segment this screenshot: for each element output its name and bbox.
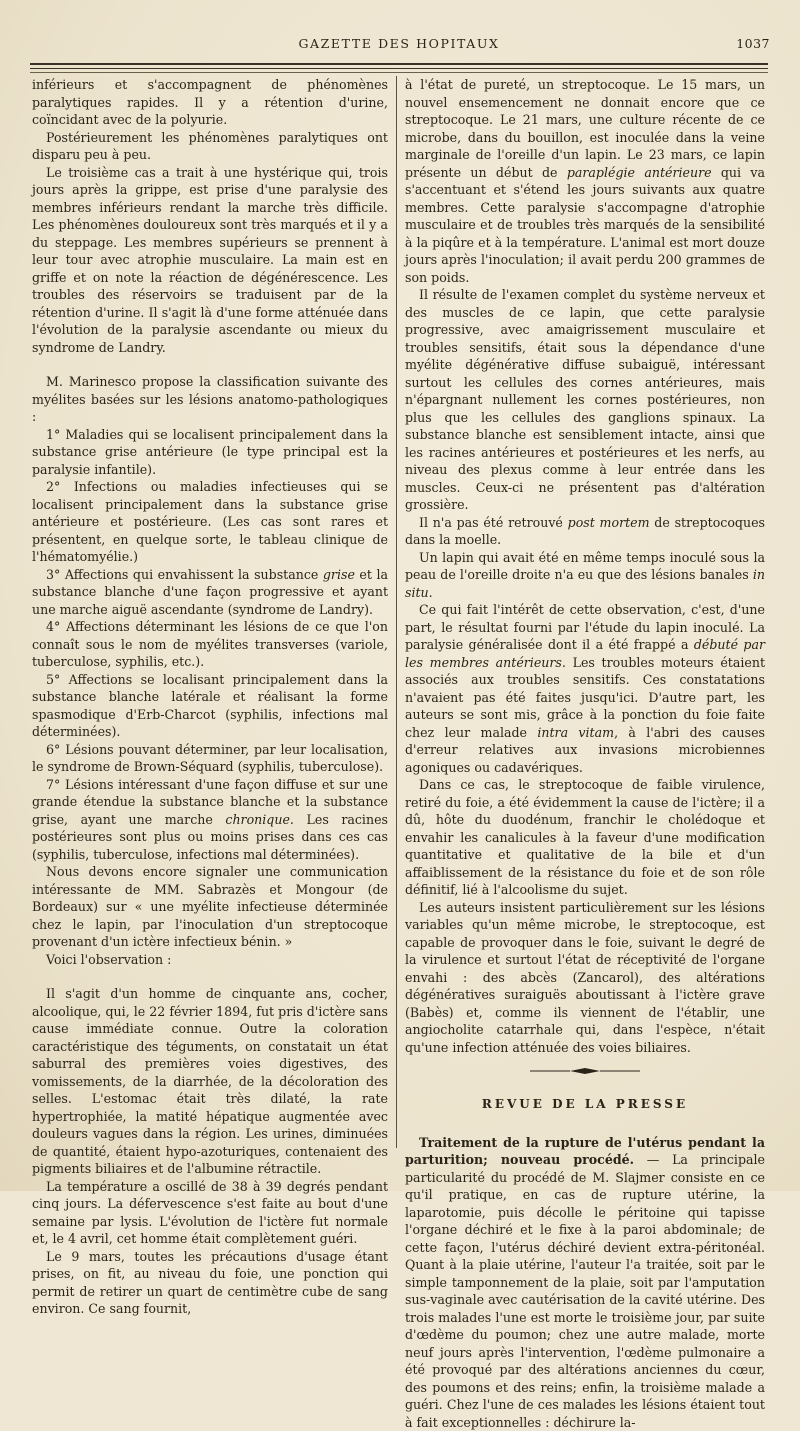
italic-text: intra vitam <box>537 725 614 740</box>
text-run: . <box>429 585 433 600</box>
paragraph: La température a oscillé de 38 à 39 degrés pendant cinq jours. La défervescence s'est faite au bout d'une semaine par lysis. L'évolution de l'ictère fut normale et, le 4 avril, cet homme était complètement guéri. <box>32 1178 388 1248</box>
list-item <box>32 566 388 619</box>
text-run: à l'état de pureté, un streptocoque. Le 15 mars, un nouvel ensemencement ne donnait encore que ce streptocoque. Le 21 mars, une culture récente de ce microbe, dans du bouillon, est inoculée dans la veine marginale de l'oreille d'un lapin. Le 23 mars, ce lapin présente un début de <box>405 77 765 180</box>
text-run: . Les troubles moteurs étaient associés aux troubles sensitifs. Ces constatations n'avaient pas été faites jusqu'ici. D'autre part, les auteurs se sont mis, grâce à la ponction du foie faite chez leur malade <box>405 655 765 740</box>
paragraph: Postérieurement les phénomènes paralytiques ont disparu peu à peu. <box>32 129 388 164</box>
italic-text: chronique <box>225 812 290 827</box>
paragraph: inférieurs et s'accompagnent de phénomènes paralytiques rapides. Il y a rétention d'urine, coïncidant avec de la polyurie. <box>32 76 388 129</box>
list-item: 1° Maladies qui se localisent principalement dans la substance grise antérieure (le type principal est la paralysie infantile). <box>32 426 388 479</box>
header-rule-thick <box>30 63 768 65</box>
italic-text: paraplégie antérieure <box>567 165 712 180</box>
header-rule-thin-lower <box>30 72 768 73</box>
list-item: 5° Affections se localisant principalement dans la substance blanche latérale et réalisant la forme spasmodique d'Erb-Charcot (syphilis, infections mal déterminées). <box>32 671 388 741</box>
text-run: Ce qui fait l'intérêt de cette observation, c'est, d'une part, le résultat fourni par l'étude du lapin inoculé. La paralysie généralisée dont il a été frappé a <box>405 602 765 652</box>
journal-title: GAZETTE DES HOPITAUX <box>28 36 770 51</box>
paragraph <box>405 549 765 602</box>
text-run: Un lapin qui avait été en même temps inoculé sous la peau de l'oreille droite n'a eu que des lésions banales <box>405 550 765 583</box>
text-run: 3° Affections qui envahissent la substance <box>46 567 323 582</box>
right-column <box>405 76 765 1431</box>
section-ornament <box>530 1066 640 1076</box>
page-number: 1037 <box>736 36 770 51</box>
text-run: — La principale particularité du procédé de M. Slajmer consiste en ce qu'il pratique, en cas de rupture utérine, la laparotomie, puis décolle le péritoine qui tapisse l'organe déchiré et le fixe à la paroi abdominale; de cette façon, l'utérus déchiré devient extra-péritonéal. Quant à la plaie utérine, l'auteur l'a traitée, soit par le simple tamponnement de la plaie, soit par l'amputation sus-vaginale avec cautérisation de la cavité utérine. Des trois malades l'une est morte le troisième jour, par suite d'œdème du poumon; chez une autre malade, morte neuf jours après l'intervention, l'œdème pulmonaire a été provoqué par des altérations anciennes du cœur, des poumons et des reins; enfin, la troisième malade a guéri. Chez l'une de ces malades les lésions étaient tout à fait exceptionnelles : déchirure la- <box>405 1152 765 1430</box>
paragraph <box>405 514 765 549</box>
italic-text: grise <box>323 567 355 582</box>
paragraph: Le troisième cas a trait à une hystérique qui, trois jours après la grippe, est prise d'une paralysie des membres inférieurs rendant la marche très difficile. Les phénomènes douloureux sont très marqués et il y a du steppage. Les membres supérieurs se prennent à leur tour avec atrophie musculaire. La main est en griffe et on note la réaction de dégénérescence. Les troubles des réservoirs se traduisent par de la rétention d'urine. Il s'agit là d'une forme atténuée dans l'évolution de la paralysie ascendante ou mieux du syndrome de Landry. <box>32 164 388 357</box>
paragraph: Dans ce cas, le streptocoque de faible virulence, retiré du foie, a été évidemment la cause de l'ictère; il a dû, hôte du duodénum, franchir le cholédoque et envahir les canalicules à la faveur d'une modification quantitative et qualitative de la bile et d'un affaiblissement de la résistance du foie et de son rôle définitif, lié à l'alcoolisme du sujet. <box>405 776 765 899</box>
paragraph <box>405 76 765 286</box>
italic-text: débuté par les membres antérieurs <box>405 637 765 670</box>
text-run: . Les racines postérieures sont plus ou moins prises dans ces cas (syphilis, tuberculose, infections mal déterminées). <box>32 812 388 862</box>
paragraph <box>405 601 765 776</box>
paragraph: Il s'agit d'un homme de cinquante ans, cocher, alcoolique, qui, le 22 février 1894, fut pris d'ictère sans cause immédiate connue. Outre la coloration caractéristique des téguments, on constatait un état saburral des premières voies digestives, des vomissements, de la diarrhée, de la décoloration des selles. L'estomac était très dilaté, la rate hypertrophiée, la matité hépatique augmentée avec douleurs vagues dans la région. Les urines, diminuées de quantité, étaient hypo-azoturiques, contenaient des pigments biliaires et de l'albumine rétractile. <box>32 985 388 1178</box>
italic-text: in situ <box>405 567 765 600</box>
text-run: , à l'abri des causes d'erreur relatives aux invasions microbiennes agoniques ou cadavériques. <box>405 725 765 775</box>
section-title: REVUE DE LA PRESSE <box>405 1096 765 1114</box>
list-item: 2° Infections ou maladies infectieuses qui se localisent principalement dans la substance grise antérieure et postérieure. (Les cas sont rares et présentent, en quelque sorte, le tableau clinique de l'hématomyélie.) <box>32 478 388 566</box>
paragraph: Nous devons encore signaler une communication intéressante de MM. Sabrazès et Mongour (de Bordeaux) sur « une myélite infectieuse déterminée chez le lapin, par l'inoculation d'un streptocoque provenant d'un ictère infectieux bénin. » <box>32 863 388 951</box>
text-run: qui va s'accentuant et s'étend les jours suivants aux quatre membres. Cette paralysie s'accompagne d'atrophie musculaire et de troubles très marqués de la sensibilité à la piqûre et à la température. L'animal est mort douze jours après l'inoculation; il avait perdu 200 grammes de son poids. <box>405 165 765 285</box>
paragraph: Il résulte de l'examen complet du système nerveux et des muscles de ce lapin, que cette paralysie progressive, avec amaigrissement musculaire et troubles sensitifs, était sous la dépendance d'une myélite dégénérative diffuse subaiguë, intéressant surtout les cellules des cornes antérieures, mais n'épargnant nullement les cornes postérieures, non plus que les cellules des ganglions spinaux. La substance blanche est sensiblement intacte, ainsi que les racines antérieures et postérieures et les nerfs, au niveau des plexus comme à leur entrée dans les muscles. Ceux-ci ne présentent pas d'altération grossière. <box>405 286 765 514</box>
text-run: 7° Lésions intéressant d'une façon diffuse et sur une grande étendue la substance blanche et la substance grise, ayant une marche <box>32 777 388 827</box>
left-column <box>32 76 388 1318</box>
text-run: de streptocoques dans la moelle. <box>405 515 765 548</box>
header-rule-thin <box>30 68 768 69</box>
page-header <box>28 36 770 56</box>
list-item: 4° Affections déterminant les lésions de ce que l'on connaît sous le nom de myélites transverses (variole, tuberculose, syphilis, etc.). <box>32 618 388 671</box>
italic-text: post mortem <box>568 515 650 530</box>
text-run: et la substance blanche d'une façon progressive et ayant une marche aiguë ascendante (syndrome de Landry). <box>32 567 388 617</box>
bold-heading: Traitement de la rupture de l'utérus pendant la parturition; nouveau procédé. <box>405 1135 765 1168</box>
list-item <box>32 776 388 864</box>
text-run: Il n'a pas été retrouvé <box>419 515 568 530</box>
paragraph <box>405 1134 765 1431</box>
paragraph: M. Marinesco propose la classification suivante des myélites basées sur les lésions anatomo-pathologiques : <box>32 373 388 426</box>
paragraph: Voici l'observation : <box>32 951 388 969</box>
list-item: 6° Lésions pouvant déterminer, par leur localisation, le syndrome de Brown-Séquard (syphilis, tuberculose). <box>32 741 388 776</box>
paragraph: Le 9 mars, toutes les précautions d'usage étant prises, on fit, au niveau du foie, une ponction qui permit de retirer un quart de centimètre cube de sang environ. Ce sang fournit, <box>32 1248 388 1318</box>
paragraph: Les auteurs insistent particulièrement sur les lésions variables qu'un même microbe, le streptocoque, est capable de provoquer dans le foie, suivant le degré de la virulence et surtout l'état de réceptivité de l'organe envahi : des abcès (Zancarol), des altérations dégénératives suraiguës aboutissant à l'ictère grave (Babès) et, comme ils viennent de l'établir, une angiocholite catarrhale qui, dans l'espèce, n'était qu'une infection atténuée des voies biliaires. <box>405 899 765 1057</box>
column-divider <box>396 76 397 1148</box>
